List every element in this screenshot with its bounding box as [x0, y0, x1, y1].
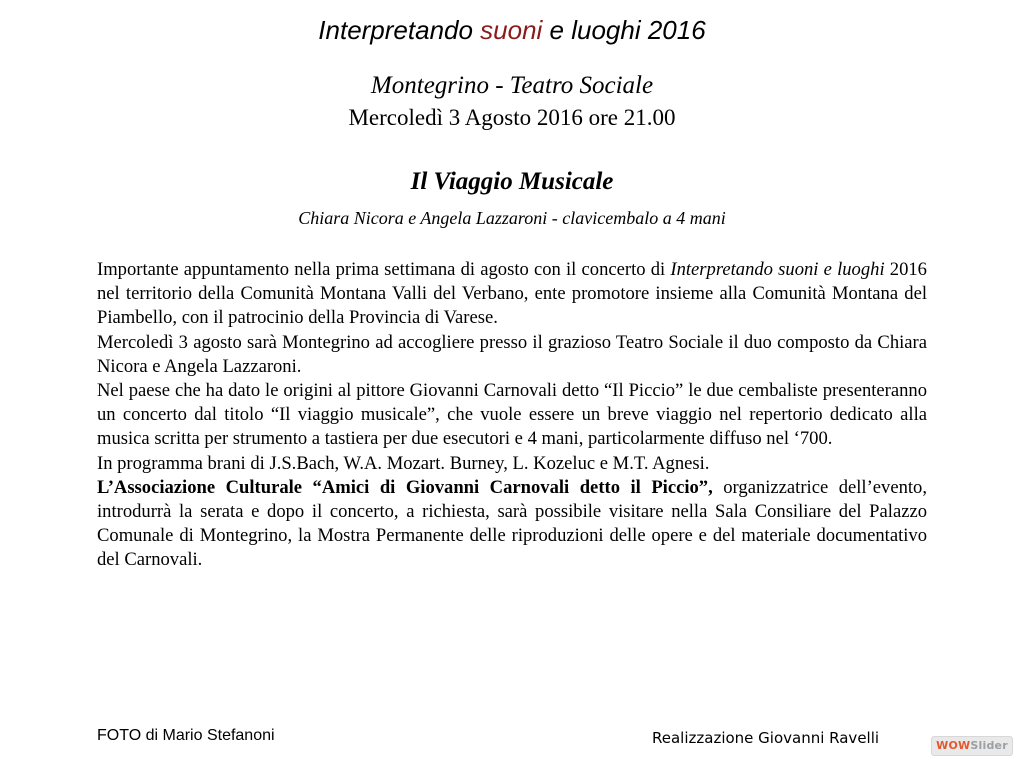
paragraph-venue: Mercoledì 3 agosto sarà Montegrino ad accogliere presso il grazioso Teatro Sociale il duo composto da Chiara Nicora e Angela Lazzaroni. — [97, 331, 927, 377]
series-title-part2: e luoghi 2016 — [542, 15, 706, 45]
paragraph-program: Nel paese che ha dato le origini al pittore Giovanni Carnovali detto “Il Piccio” le due cembaliste presenteranno un concerto dal titolo “Il viaggio musicale”, che vuole essere un breve viaggio nel repertorio dedicato alla musica scritta per strumento a tastiera per due esecutori e 4 mani, particolarmente diffuso nel ‘700. — [97, 380, 927, 450]
paragraph-intro-b: 2016 nel territorio della Comunità Montana Valli del Verbano, ente promotore insieme alla Comunità Montana del Piambello, con il patrocinio della Provincia di Varese. — [97, 259, 927, 329]
event-date: Mercoledì 3 Agosto 2016 ore 21.00 — [348, 105, 676, 130]
paragraph-intro — [97, 258, 927, 331]
paragraph-composers: In programma brani di J.S.Bach, W.A. Mozart. Burney, L. Kozeluc e M.T. Agnesi. — [97, 452, 710, 474]
association-name: L’Associazione Culturale “Amici di Giovanni Carnovali detto il Piccio”, — [97, 476, 713, 498]
paragraph-association-rest: organizzatrice dell’evento, introdurrà la serata e dopo il concerto, a richiesta, sarà possibile visitare nella Sala Consiliare del Palazzo Comunale di Montegrino, la Mostra Permanente delle riproduzioni delle opere e del materiale documentativo del Carnovali. — [97, 476, 927, 571]
wowslider-badge[interactable] — [931, 736, 1013, 756]
production-credit: Realizzazione Giovanni Ravelli — [652, 729, 880, 747]
performers-line: Chiara Nicora e Angela Lazzaroni - clavicembalo a 4 mani — [298, 208, 726, 228]
festival-name-italic: Interpretando suoni e luoghi — [670, 259, 885, 280]
venue-heading: Montegrino - Teatro Sociale — [370, 72, 654, 99]
article-body — [97, 258, 927, 573]
series-title — [0, 12, 1024, 48]
paragraph-intro-a: Importante appuntamento nella prima settimana di agosto con il concerto di — [97, 259, 671, 280]
photo-credit: FOTO di Mario Stefanoni — [97, 727, 275, 744]
paragraph-association — [97, 476, 927, 573]
series-title-part1: Interpretando — [318, 15, 481, 45]
concert-title: Il Viaggio Musicale — [410, 168, 614, 195]
wowslider-badge-slider: Slider — [970, 739, 1008, 752]
wowslider-badge-wow: WOW — [936, 739, 971, 752]
series-title-accent: suoni — [480, 15, 543, 45]
